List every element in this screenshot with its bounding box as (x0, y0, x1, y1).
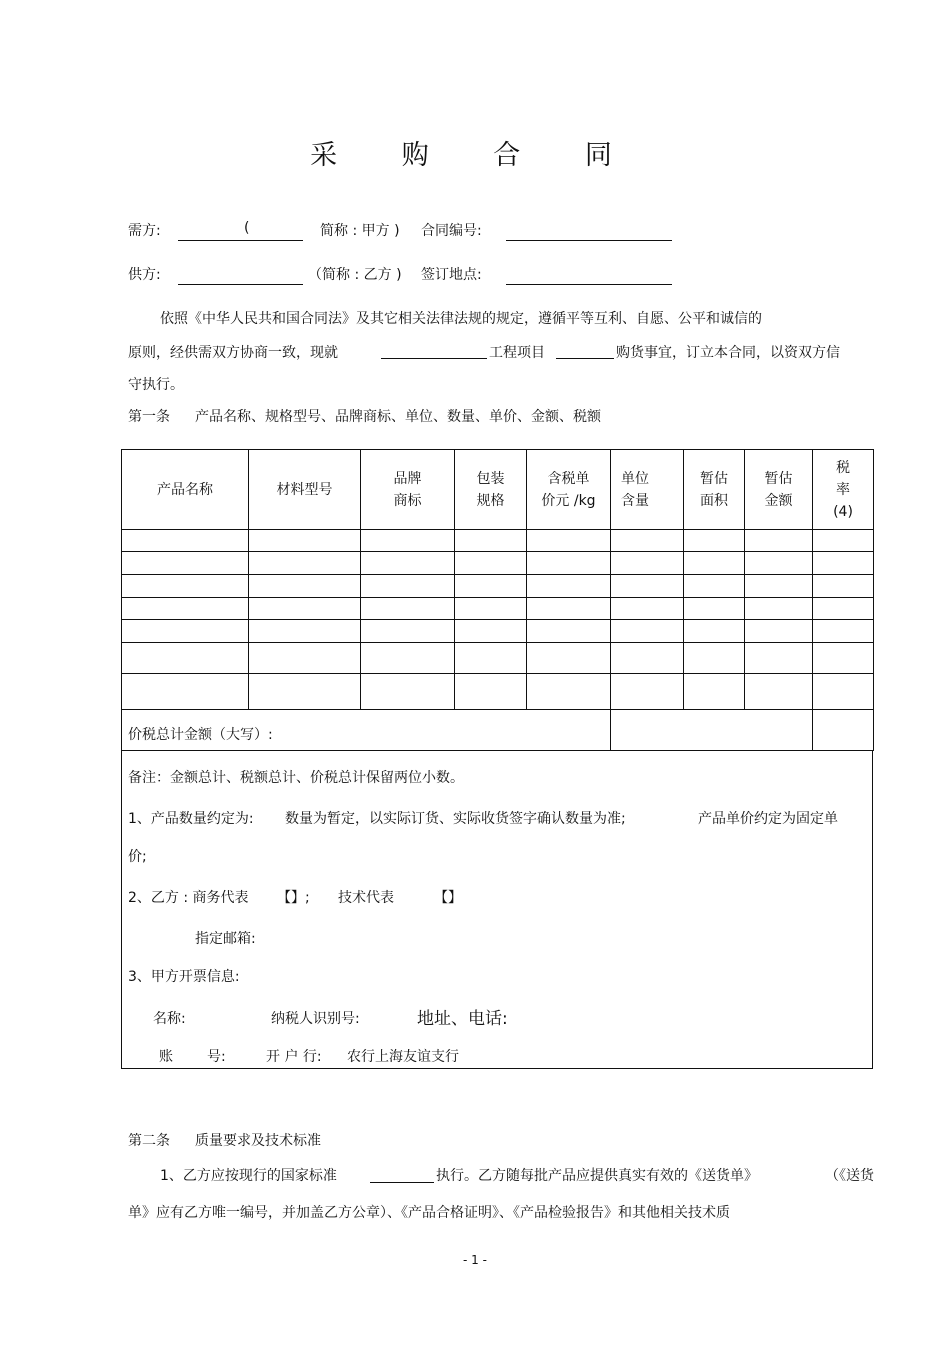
header-tax-rate: 税 率 (4) (813, 450, 874, 530)
page-number: - 1 - (463, 1253, 487, 1267)
total-amount-label: 价税总计金额（大写）: (122, 710, 611, 751)
item-1-quantity-text: 数量为暂定，以实际订货、实际收货签字确认数量为准; (285, 811, 626, 827)
email-label: 指定邮箱: (195, 931, 256, 947)
table-row (122, 643, 874, 674)
table-total-row (122, 710, 874, 751)
bank-value: 农行上海友谊支行 (347, 1049, 459, 1065)
item-2-tech-rep: 技术代表 (338, 890, 394, 906)
header-product-name: 产品名称 (122, 450, 249, 530)
item-1-price-text: 产品单价约定为固定单 (698, 811, 838, 827)
table-header-row (122, 450, 874, 530)
purchase-blank (556, 358, 614, 359)
buyer-label: 需方: (128, 223, 161, 239)
contract-no-blank (506, 240, 672, 241)
contract-no-label: 合同编号: (421, 223, 482, 239)
intro-line-2c: 购货事宜，订立本合同，以资双方信 (616, 345, 840, 361)
product-table (121, 449, 874, 751)
total-amount-value (611, 710, 813, 751)
table-row (122, 530, 874, 552)
address-phone-label: 地址、电话: (417, 1009, 508, 1029)
table-row (122, 552, 874, 575)
intro-line-2b: 工程项目 (489, 345, 545, 361)
article-2-label: 第二条 (128, 1133, 170, 1149)
sign-place-label: 签订地点: (421, 267, 482, 283)
intro-line-1: 依照《中华人民共和国合同法》及其它相关法律法规的规定，遵循平等互利、自愿、公平和诚信的 (160, 311, 762, 327)
item-1-label: 1、产品数量约定为: (128, 811, 254, 827)
header-material-model: 材料型号 (249, 450, 361, 530)
buyer-blank (178, 240, 303, 241)
article-1-text: 产品名称、规格型号、品牌商标、单位、数量、单价、金额、税额 (195, 409, 601, 425)
article-1-label: 第一条 (128, 409, 170, 425)
article-2-p1-a: 1、乙方应按现行的国家标准 (160, 1168, 337, 1184)
seller-label: 供方: (128, 267, 161, 283)
sign-place-blank (506, 284, 672, 285)
invoice-name-label: 名称: (153, 1011, 186, 1027)
buyer-paren: ( (244, 220, 250, 236)
header-unit-content: 单位 含量 (611, 450, 684, 530)
seller-alias: （简称 : 乙方 ) (308, 267, 402, 283)
table-row (122, 598, 874, 620)
seller-blank (178, 284, 303, 285)
national-standard-blank (370, 1182, 434, 1183)
buyer-alias: 简称 : 甲方 ) (320, 223, 400, 239)
document-title: 采 购 合 同 (310, 140, 640, 171)
article-2-p1-b: 执行。乙方随每批产品应提供真实有效的《送货单》 (436, 1168, 758, 1184)
header-packaging: 包装 规格 (455, 450, 527, 530)
account-label-2: 号: (207, 1049, 226, 1065)
item-2-business-rep-bracket: 【】; (277, 890, 310, 906)
header-est-area: 暂估 面积 (684, 450, 745, 530)
item-2-business-rep: 2、乙方 : 商务代表 (128, 890, 249, 906)
article-2-text: 质量要求及技术标准 (195, 1133, 321, 1149)
project-blank (381, 358, 487, 359)
tax-id-label: 纳税人识别号: (271, 1011, 360, 1027)
remark-text: 备注：金额总计、税额总计、价税总计保留两位小数。 (128, 770, 464, 786)
header-unit-price: 含税单 价元 /kg (527, 450, 611, 530)
article-2-p2: 单》应有乙方唯一编号，并加盖乙方公章）、《产品合格证明》、《产品检验报告》和其他相关技术质 (128, 1205, 730, 1221)
notes-box (121, 750, 873, 1069)
header-brand: 品牌 商标 (361, 450, 455, 530)
total-tax-value (813, 710, 874, 751)
item-2-tech-rep-bracket: 【】 (434, 890, 462, 906)
table-row (122, 674, 874, 710)
header-est-amount: 暂估 金额 (745, 450, 813, 530)
account-label-1: 账 (159, 1049, 173, 1065)
item-1-price-tail: 价; (128, 849, 147, 865)
intro-line-2a: 原则，经供需双方协商一致，现就 (128, 345, 338, 361)
article-2-p1-c: （《送货 (825, 1168, 874, 1184)
table-row (122, 575, 874, 598)
bank-label: 开 户 行: (266, 1049, 322, 1065)
item-3-invoice-info: 3、甲方开票信息: (128, 969, 240, 985)
table-row (122, 620, 874, 643)
intro-line-3: 守执行。 (128, 377, 184, 393)
